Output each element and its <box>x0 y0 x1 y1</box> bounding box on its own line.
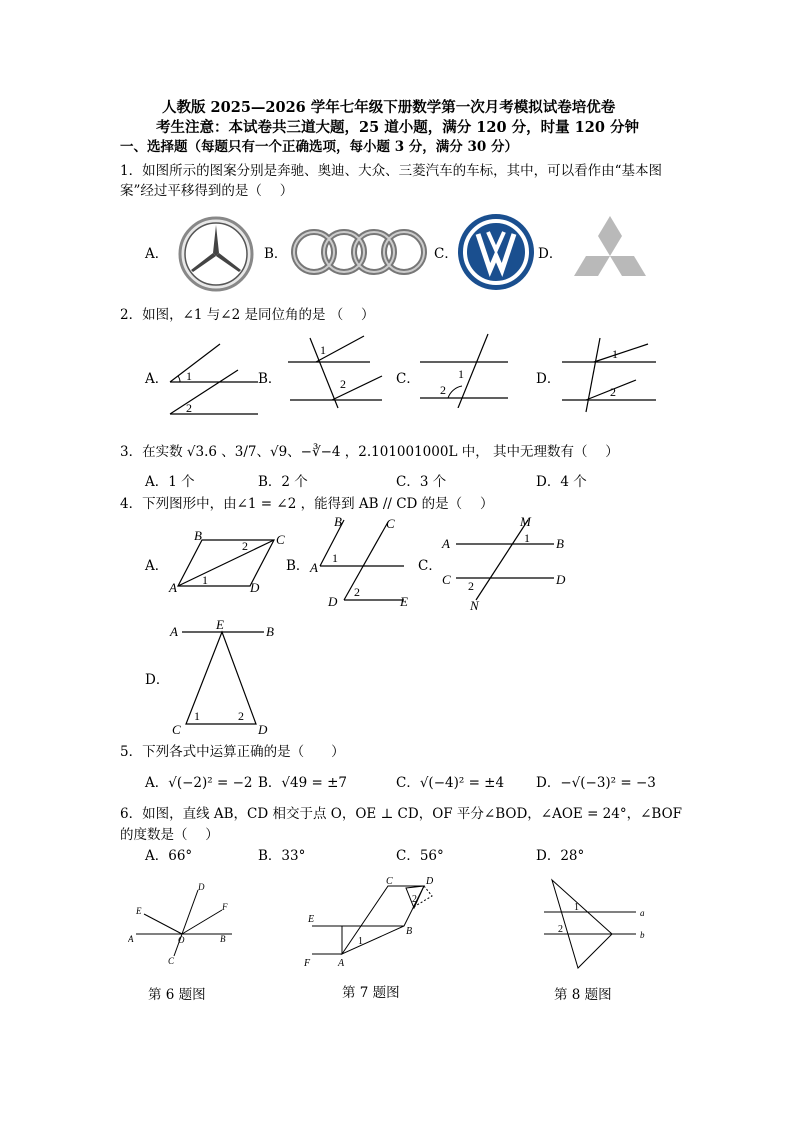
q4-figure-d <box>168 616 284 740</box>
q1-option-c[interactable]: C． <box>434 246 458 262</box>
q4b-label-b: B <box>334 514 342 529</box>
q2-figure-b <box>286 334 386 410</box>
q4-figure-a <box>166 528 288 596</box>
q5-option-d[interactable]: D．−√(−3)² = −3 <box>536 775 656 791</box>
fig7-caption: 第 7 题图 <box>342 985 400 1001</box>
section-heading: 一、选择题（每题只有一个正确选项，每小题 3 分，满分 30 分） <box>120 139 518 155</box>
q2a-angle1-label: 1 <box>186 369 192 383</box>
q4a-label-b: B <box>194 528 202 543</box>
q3-option-c[interactable]: C．3 个 <box>396 474 447 490</box>
q1-option-d[interactable]: D． <box>538 246 563 262</box>
q4b-angle2-label: 2 <box>354 585 360 599</box>
exam-notice: 考生注意：本试卷共三道大题，25 道小题，满分 120 分，时量 120 分钟 <box>156 119 639 136</box>
q4d-label-b: B <box>266 624 274 639</box>
q4d-label-c: C <box>172 722 181 737</box>
fig7-label-f: F <box>304 958 311 969</box>
q1-stem-line1: 1．如图所示的图案分别是奔驰、奥迪、大众、三菱汽车的车标，其中，可以看作由“基本图 <box>120 163 662 179</box>
q2b-angle2-label: 2 <box>340 377 346 391</box>
q4-option-a[interactable]: A． <box>145 558 169 574</box>
q4c-label-n: N <box>470 598 479 613</box>
q4a-angle2-label: 2 <box>242 539 248 553</box>
q2b-angle1-label: 1 <box>320 343 326 357</box>
fig8-angle1-label: 1 <box>574 902 579 913</box>
q4a-label-c: C <box>276 532 285 547</box>
fig7-label-e: E <box>308 914 315 925</box>
fig6-caption: 第 6 题图 <box>148 987 206 1003</box>
q2d-angle2-label: 2 <box>610 385 616 399</box>
q1-option-a[interactable]: A． <box>145 246 169 262</box>
audi-logo-icon <box>290 224 430 280</box>
volkswagen-logo-icon <box>456 212 536 292</box>
fig6-label-c: C <box>168 956 175 966</box>
q2d-angle1-label: 1 <box>612 347 618 361</box>
q4-option-b[interactable]: B． <box>286 558 310 574</box>
q4-option-c[interactable]: C． <box>418 558 442 574</box>
q2-option-a[interactable]: A． <box>145 371 169 387</box>
q5-option-b[interactable]: B．√49 = ±7 <box>258 775 347 791</box>
fig6-label-o: O <box>178 935 185 945</box>
q4b-label-c: C <box>386 516 395 531</box>
q4a-label-d: D <box>250 580 260 595</box>
q4d-label-d: D <box>258 722 268 737</box>
mitsubishi-logo-icon <box>560 214 660 290</box>
q4b-label-a: A <box>310 560 318 575</box>
fig7-angle2-label: 2 <box>412 894 417 905</box>
q4d-angle1-label: 1 <box>194 709 200 723</box>
q4-option-d[interactable]: D． <box>145 672 170 688</box>
q1-stem-line2: 案”经过平移得到的是（ ） <box>120 183 294 199</box>
q2-stem: 2．如图，∠1 与∠2 是同位角的是 （ ） <box>120 307 375 323</box>
mercedes-logo-icon <box>176 214 256 294</box>
fig7-label-b: B <box>406 926 413 937</box>
q2a-angle2-label: 2 <box>186 401 192 415</box>
q4b-angle1-label: 1 <box>332 551 338 565</box>
q4d-label-e: E <box>216 617 224 632</box>
q6-option-b[interactable]: B．33° <box>258 848 306 864</box>
q6-stem-line1: 6．如图，直线 AB，CD 相交于点 O，OE ⊥ CD，OF 平分∠BOD，∠AOE = 24°，∠BOF <box>120 806 683 822</box>
fig6-diagram <box>128 880 238 966</box>
fig8-caption: 第 8 题图 <box>554 987 612 1003</box>
fig6-label-e: E <box>136 906 142 916</box>
q4b-label-d: D <box>328 594 338 609</box>
fig6-label-a: A <box>128 934 134 944</box>
q3-option-a[interactable]: A．1 个 <box>145 474 195 490</box>
q5-stem: 5．下列各式中运算正确的是（ ） <box>120 744 345 760</box>
fig8-diagram <box>540 876 652 972</box>
q4a-label-a: A <box>169 580 177 595</box>
q2-option-c[interactable]: C． <box>396 371 420 387</box>
fig6-label-f: F <box>222 902 228 912</box>
q3-option-b[interactable]: B．2 个 <box>258 474 308 490</box>
q4c-label-c: C <box>442 572 451 587</box>
q4c-angle2-label: 2 <box>468 579 474 593</box>
q4a-angle1-label: 1 <box>202 573 208 587</box>
q2-option-b[interactable]: B． <box>258 371 282 387</box>
q5-option-c[interactable]: C．√(−4)² = ±4 <box>396 775 505 791</box>
fig8-angle2-label: 2 <box>558 924 563 935</box>
q4c-label-m: M <box>520 514 531 529</box>
q4d-label-a: A <box>170 624 178 639</box>
q4c-label-a: A <box>442 536 450 551</box>
fig7-label-c: C <box>386 876 393 887</box>
q6-option-d[interactable]: D．28° <box>536 848 585 864</box>
q6-option-c[interactable]: C．56° <box>396 848 444 864</box>
q2-figure-a <box>166 336 260 420</box>
q4c-label-b: B <box>556 536 564 551</box>
fig7-label-a: A <box>338 958 345 969</box>
q4-stem: 4．下列图形中，由∠1 = ∠2 ，能得到 AB // CD 的是（ ） <box>120 496 494 512</box>
fig7-diagram <box>302 874 444 974</box>
fig7-angle1-label: 1 <box>358 936 363 947</box>
q5-option-a[interactable]: A．√(−2)² = −2 <box>145 775 253 791</box>
q2-figure-d <box>560 334 658 414</box>
fig8-label-b: b <box>640 930 645 940</box>
q4b-label-e: E <box>400 594 408 609</box>
q6-stem-line2: 的度数是（ ） <box>120 827 219 843</box>
q4d-angle2-label: 2 <box>238 709 244 723</box>
q4c-label-d: D <box>556 572 566 587</box>
q2-option-d[interactable]: D． <box>536 371 561 387</box>
fig7-label-d: D <box>426 876 434 887</box>
q3-option-d[interactable]: D．4 个 <box>536 474 587 490</box>
fig8-label-a: a <box>640 908 645 918</box>
q1-option-b[interactable]: B． <box>264 246 288 262</box>
q2-figure-c <box>418 332 510 408</box>
q3-stem: 3．在实数 √3.6 、3/7、√9、−∛−4 ，2.101001000L 中， 其中无理数有（ ） <box>120 444 619 460</box>
fig6-label-b: B <box>220 934 226 944</box>
q2c-angle1-label: 1 <box>458 367 464 381</box>
q6-option-a[interactable]: A．66° <box>145 848 193 864</box>
exam-title: 人教版 2025—2026 学年七年级下册数学第一次月考模拟试卷培优卷 <box>162 99 616 116</box>
q4c-angle1-label: 1 <box>524 531 530 545</box>
fig6-label-d: D <box>198 882 205 892</box>
q2c-angle2-label: 2 <box>440 383 446 397</box>
q4-figure-c <box>440 512 570 614</box>
q4-figure-b <box>308 514 418 612</box>
